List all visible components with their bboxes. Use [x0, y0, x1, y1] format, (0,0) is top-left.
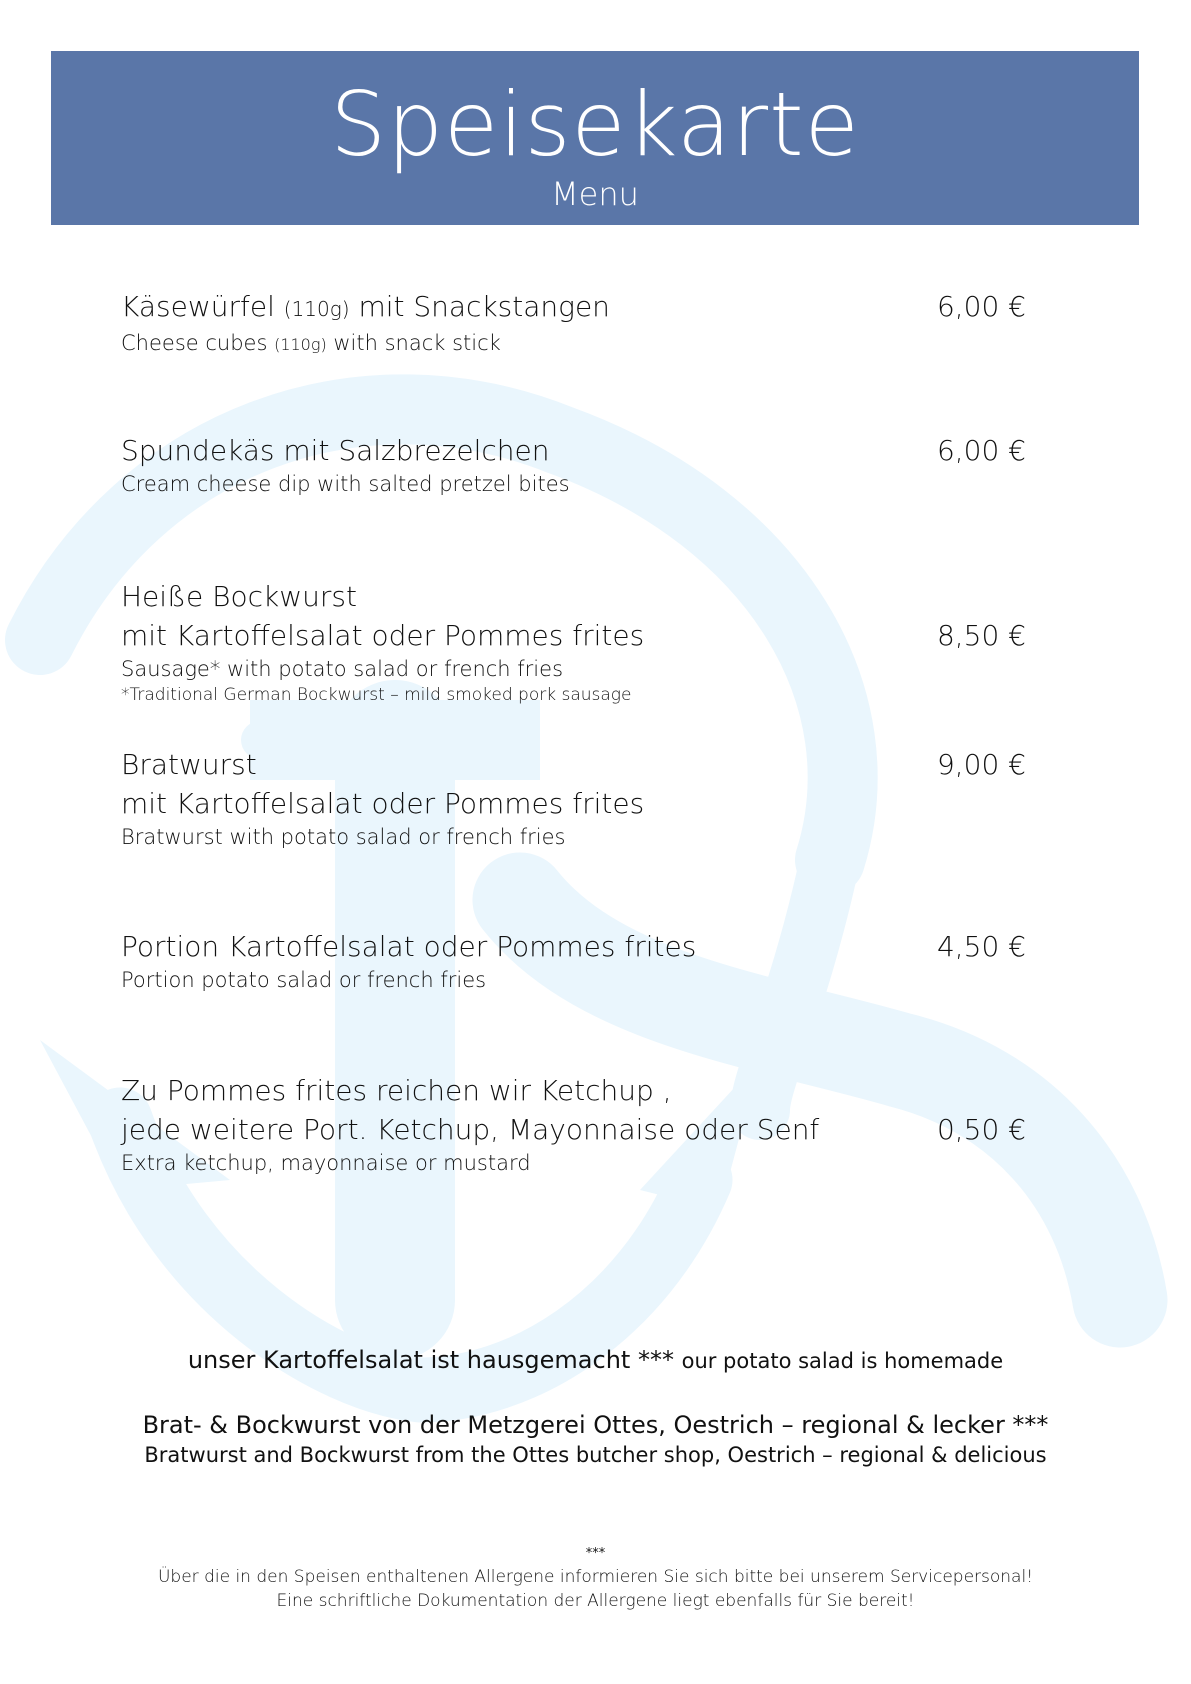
menu-item-description: Bratwurst with potato salad or french fries: [121, 825, 566, 849]
butcher-note-english: Bratwurst and Bockwurst from the Ottes butcher shop, Oestrich – regional & delicious: [144, 1443, 1047, 1467]
menu-item: [121, 745, 1081, 851]
menu-item-name-line2: mit Kartoffelsalat oder Pommes frites: [121, 787, 645, 820]
allergen-note-line1: Über die in den Speisen enthaltenen Allergene informieren Sie sich bitte bei unserem Servicepersonal!: [157, 1567, 1034, 1587]
menu-item-price: 9,00 €: [936, 748, 1026, 781]
menu-item-name-line2: mit Kartoffelsalat oder Pommes frites: [121, 619, 645, 652]
menu-item-name: Käsewürfel (110g) mit Snackstangen: [121, 290, 610, 323]
menu-item-name: Heiße Bockwurst: [121, 580, 357, 613]
menu-item-description: Cheese cubes (110g) with snack stick: [121, 331, 501, 355]
menu-header: [51, 51, 1139, 225]
menu-item-description: Extra ketchup, mayonnaise or mustard: [121, 1151, 531, 1175]
menu-item-name: Zu Pommes frites reichen wir Ketchup ,: [121, 1074, 672, 1107]
menu-item-name-line2: jede weitere Port. Ketchup, Mayonnaise oder Senf: [121, 1113, 820, 1146]
menu-item-description: Cream cheese dip with salted pretzel bites: [121, 472, 570, 496]
menu-item-description: Portion potato salad or french fries: [121, 968, 487, 992]
menu-item-name: Bratwurst: [121, 748, 257, 781]
butcher-note-german: Brat- & Bockwurst von der Metzgerei Ottes, Oestrich – regional & lecker ***: [142, 1411, 1049, 1439]
homemade-note: unser Kartoffelsalat ist hausgemacht *** our potato salad is homemade: [187, 1346, 1004, 1374]
menu-item: [121, 577, 1081, 707]
menu-item-price: 6,00 €: [936, 290, 1026, 323]
allergen-note-line2: Eine schriftliche Dokumentation der Allergene liegt ebenfalls für Sie bereit!: [276, 1591, 915, 1611]
menu-item: [121, 287, 1081, 359]
page-subtitle: Menu: [551, 175, 639, 213]
menu-item: [121, 1071, 1081, 1177]
menu-item-price: 0,50 €: [936, 1113, 1026, 1146]
menu-item-price: 8,50 €: [936, 619, 1026, 652]
menu-item-price: 6,00 €: [936, 434, 1026, 467]
menu-item: [121, 431, 1081, 498]
menu-item-description: Sausage* with potato salad or french fries: [121, 657, 564, 681]
separator-asterisks: ***: [585, 1546, 606, 1561]
menu-item: [121, 927, 1081, 994]
menu-item-price: 4,50 €: [936, 930, 1026, 963]
menu-item-name: Portion Kartoffelsalat oder Pommes frites: [121, 930, 697, 963]
menu-item-footnote: *Traditional German Bockwurst – mild smoked pork sausage: [121, 685, 632, 705]
menu-item-name: Spundekäs mit Salzbrezelchen: [121, 434, 550, 467]
page-title: Speisekarte: [330, 73, 860, 176]
